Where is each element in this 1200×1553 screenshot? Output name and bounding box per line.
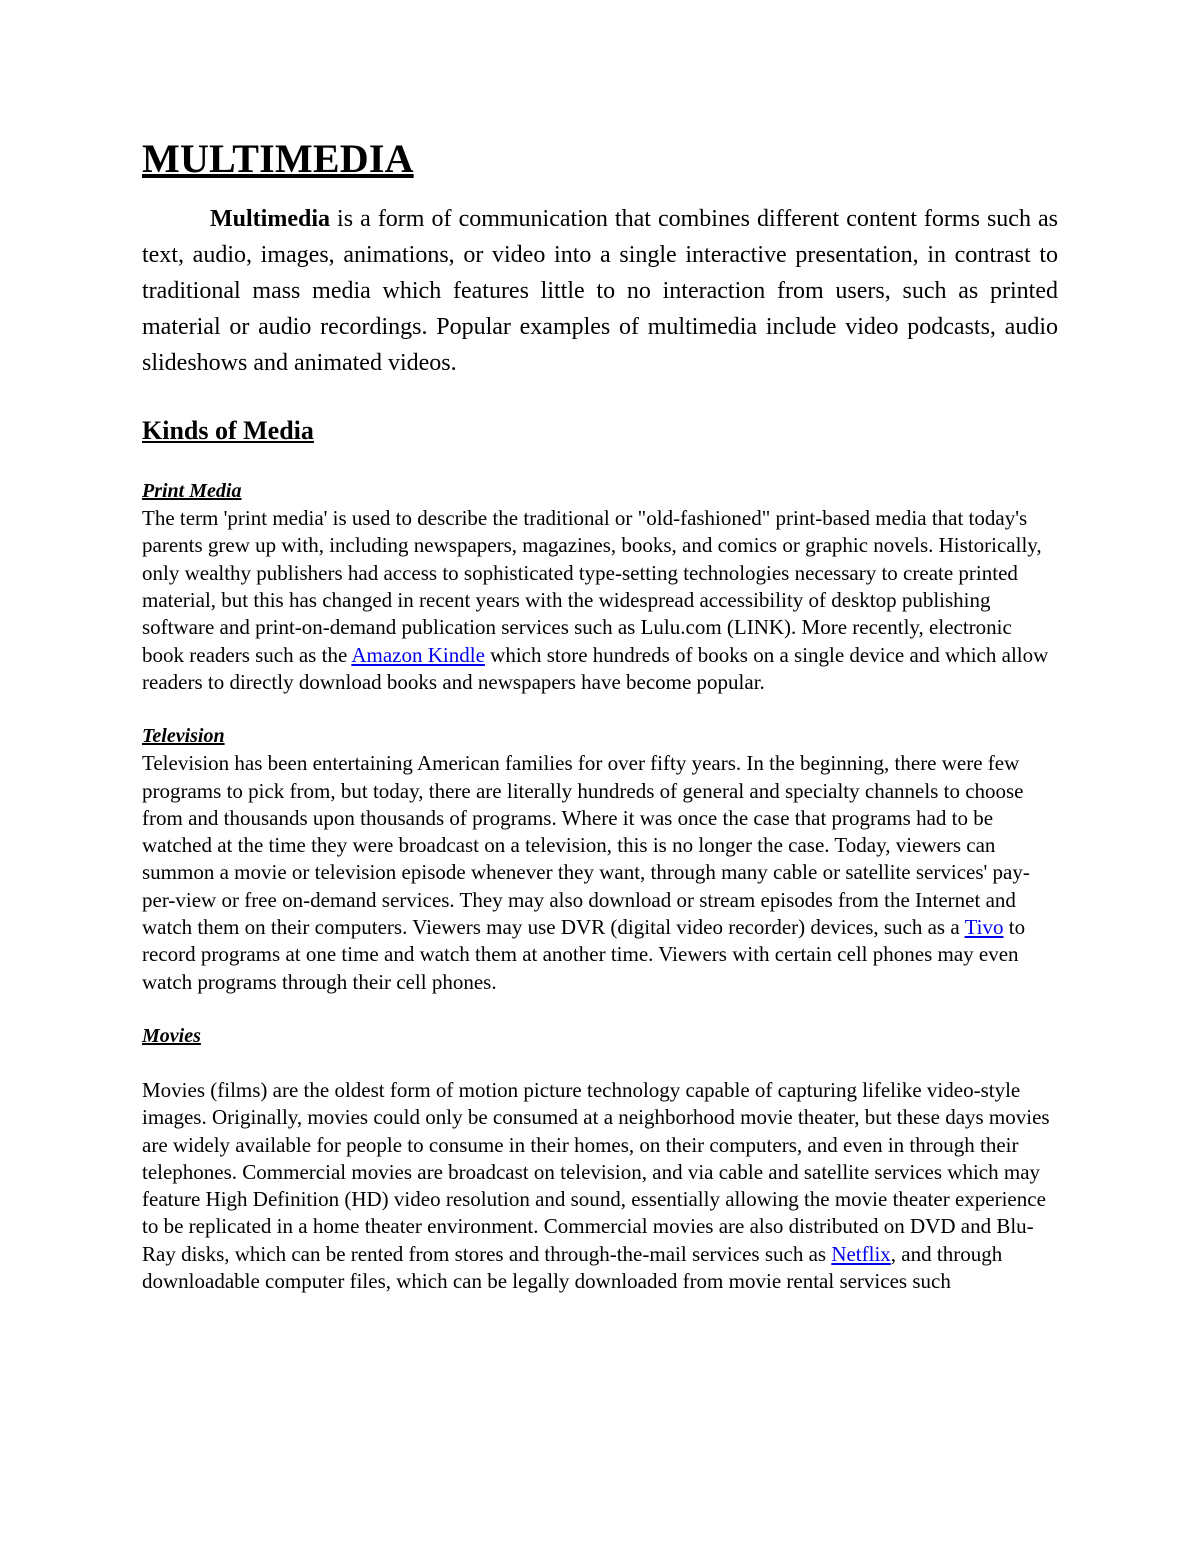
- television-text-start: Television has been entertaining American families for over fifty years. In the beginning, there were few programs to pick from, but today, there are literally hundreds of general and specialty channels to choose from and thousands upon thousands of programs. Where it was once the case that programs had to be watched at the time they were broadcast on a television, this is no longer the case. Today, viewers can summon a movie or television episode whenever they want, through many cable or satellite services' pay-per-view or free on-demand services. They may also download or stream episodes from the Internet and watch them on their computers. Viewers may use DVR (digital video recorder) devices, such as a: [142, 751, 1030, 940]
- print-media-paragraph: [142, 505, 1058, 696]
- movies-text-end: , and through downloadable computer files, which can be legally downloaded from movie rental services such: [142, 1241, 1003, 1294]
- intro-text: is a form of communication that combines different content forms such as text, audio, images, animations, or video into a single interactive presentation, in contrast to traditional mass media which features little to no interaction from users, such as printed material or audio recordings. Popular examples of multimedia include video podcasts, audio slideshows and animated videos.: [142, 206, 1058, 376]
- print-media-heading: Print Media: [142, 480, 242, 503]
- movies-heading: Movies: [142, 1024, 201, 1047]
- television-text-end: to record programs at one time and watch them at another time. Viewers with certain cell phones may even watch programs through their cell phones.: [142, 915, 1026, 994]
- television-section: [142, 723, 1058, 996]
- television-paragraph: [142, 750, 1058, 996]
- section-heading-kinds-of-media: Kinds of Media: [142, 416, 314, 445]
- page-title: MULTIMEDIA: [142, 136, 414, 181]
- intro-paragraph: [142, 201, 1058, 381]
- intro-lead-term: Multimedia: [210, 206, 330, 232]
- tivo-link[interactable]: Tivo: [964, 915, 1004, 940]
- movies-paragraph: [142, 1077, 1058, 1295]
- television-heading: Television: [142, 725, 225, 748]
- netflix-link[interactable]: Netflix: [831, 1241, 891, 1266]
- movies-text-start: Movies (films) are the oldest form of motion picture technology capable of capturing lifelike video-style images. Originally, movies could only be consumed at a neighborhood movie theater, but these days movies are widely available for people to consume in their homes, on their computers, and even in through their telephones. Commercial movies are broadcast on television, and via cable and satellite services which may feature High Definition (HD) video resolution and sound, essentially allowing the movie theater experience to be replicated in a home theater environment. Commercial movies are also distributed on DVD and Blu-Ray disks, which can be rented from stores and through-the-mail services such as: [142, 1077, 1050, 1266]
- print-media-text-end: which store hundreds of books on a single device and which allow readers to directly download books and newspapers have become popular.: [142, 642, 1049, 694]
- print-media-section: [142, 478, 1058, 696]
- amazon-kindle-link[interactable]: Amazon Kindle: [351, 642, 485, 667]
- blank-line: [142, 1050, 1058, 1077]
- print-media-text-start: The term 'print media' is used to describe the traditional or "old-fashioned" print-based media that today's parents grew up with, including newspapers, magazines, books, and comics or graphic novels. Historically, only wealthy publishers had access to sophisticated type-setting technologies necessary to create printed material, but this has changed in recent years with the widespread accessibility of desktop publishing software and print-on-demand publication services such as Lulu.com (LINK). More recently, electronic book readers such as the: [142, 506, 1042, 667]
- movies-section: [142, 1023, 1058, 1295]
